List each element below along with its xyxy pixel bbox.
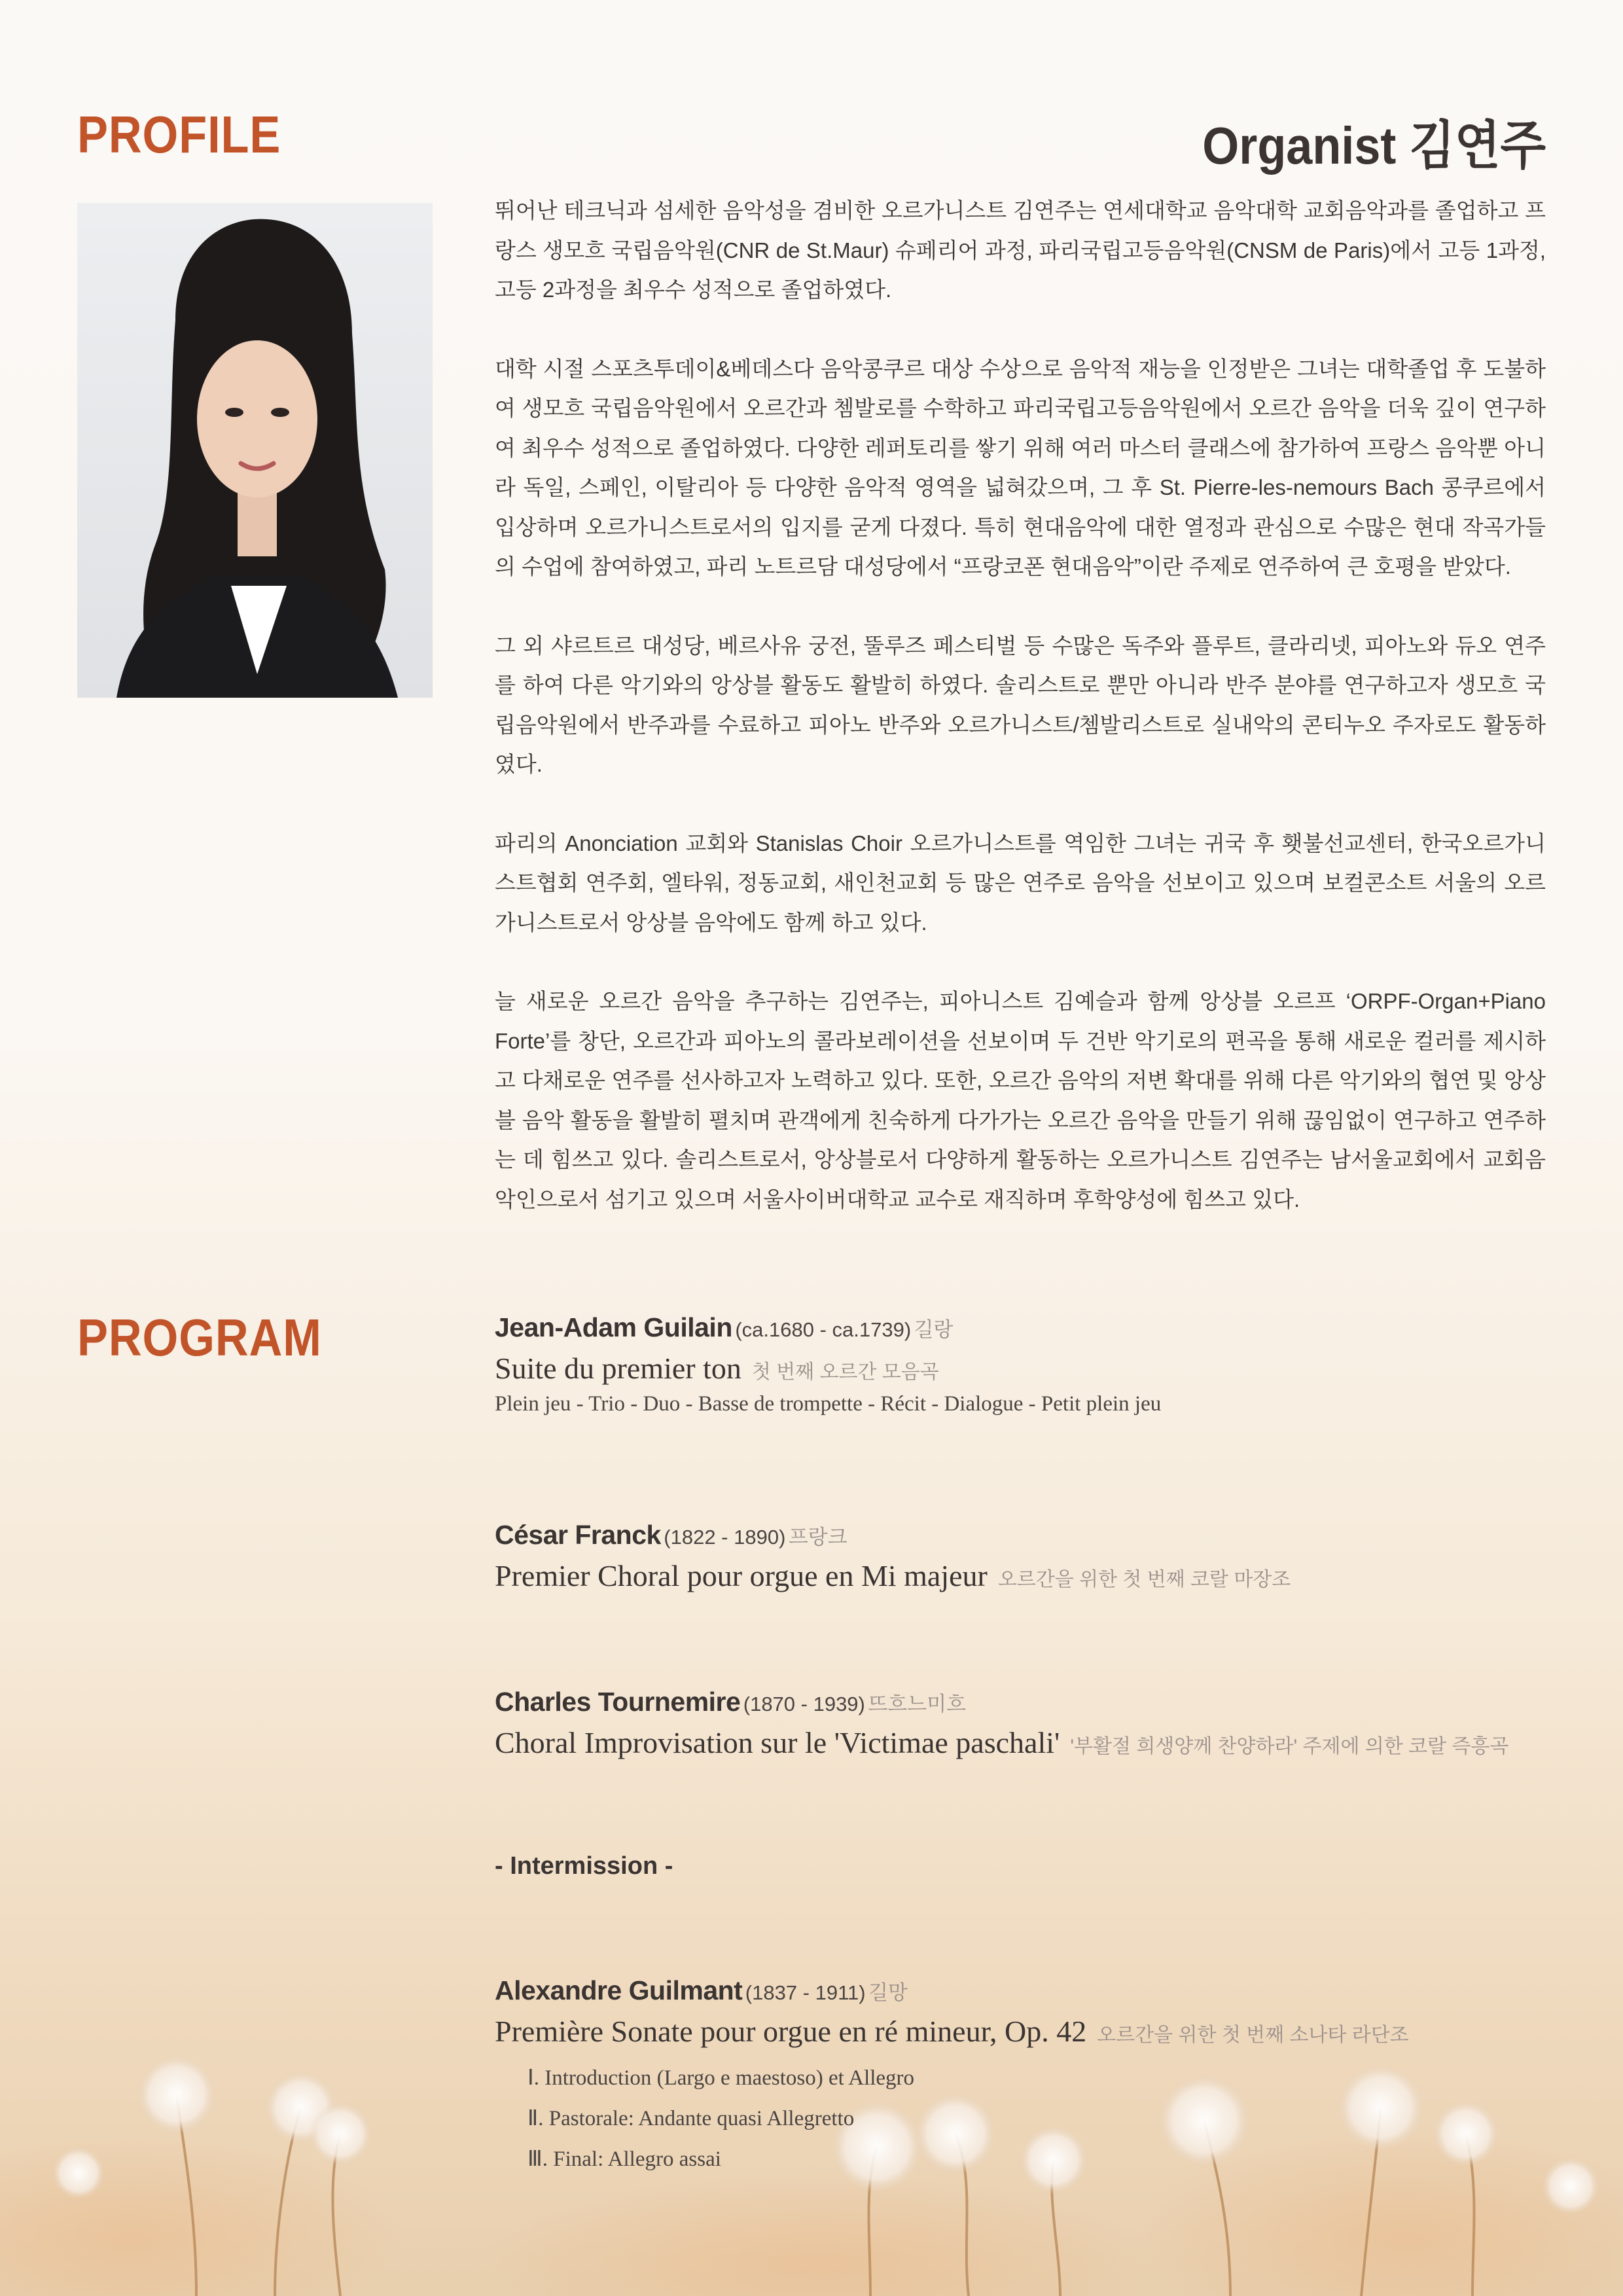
composer-dates: (1870 - 1939) — [743, 1693, 865, 1715]
work-title: Suite du premier ton — [495, 1352, 741, 1385]
work-korean-title: 오르간을 위한 첫 번째 코랄 마장조 — [997, 1569, 1291, 1590]
program-item — [495, 1520, 1555, 1593]
work-title: Premier Choral pour orgue en Mi majeur — [495, 1559, 988, 1592]
work-korean-title: '부활절 희생양께 찬양하라' 주제에 의한 코랄 즉흥곡 — [1070, 1736, 1509, 1757]
page-title: Organist 김연주 — [1202, 117, 1546, 175]
composer-name: Charles Tournemire — [495, 1687, 741, 1717]
program-item — [495, 1975, 1555, 2179]
profile-heading: PROFILE — [77, 105, 281, 164]
work-korean-title: 오르간을 위한 첫 번째 소나타 라단조 — [1097, 2024, 1409, 2046]
movement-item: Ⅰ. Introduction (Largo e maestoso) et Allegro — [527, 2066, 915, 2090]
composer-dates: (1837 - 1911) — [745, 1981, 866, 2004]
biography — [495, 191, 1546, 1259]
movement-item: Ⅲ. Final: Allegro assai — [527, 2147, 721, 2171]
work-title: Choral Improvisation sur le 'Victimae paschali' — [495, 1726, 1060, 1759]
work-korean-title: 첫 번째 오르간 모음곡 — [751, 1361, 939, 1383]
intermission-label: - Intermission - — [495, 1852, 673, 1880]
program-item — [495, 1687, 1555, 1760]
program-heading: PROGRAM — [77, 1308, 322, 1367]
movement-item: Ⅱ. Pastorale: Andante quasi Allegretto — [527, 2107, 855, 2130]
composer-korean-name: 뜨흐느미흐 — [868, 1693, 967, 1715]
bio-paragraph: 그 외 샤르트르 대성당, 베르사유 궁전, 뚤루즈 페스티벌 등 수많은 독주와 플루트, 클라리넷, 피아노와 듀오 연주를 하여 다른 악기와의 앙상블 활동도 활발히 하였다. 솔리스트로 뿐만 아니라 반주 분야를 연구하고자 생모흐 국립음악원에서 반주과를 수료하고 피아노 반주와 오르가니스트/쳄발리스트로 실내악의 콘티누오 주자로도 활동하였다. — [495, 633, 1546, 776]
composer-name: César Franck — [495, 1520, 661, 1550]
composer-dates: (1822 - 1890) — [664, 1526, 786, 1549]
bio-paragraph: 대학 시절 스포츠투데이&베데스다 음악콩쿠르 대상 수상으로 음악적 재능을 인정받은 그녀는 대학졸업 후 도불하여 생모흐 국립음악원에서 오르간과 쳄발로를 수학하고 파리국립고등음악원에서 오르간 음악을 더욱 깊이 연구하여 최우수 성적으로 졸업하였다. 다양한 레퍼토리를 쌓기 위해 여러 마스터 클래스에 참가하여 프랑스 음악뿐 아니라 독일, 스페인, 이탈리아 등 다양한 음악적 영역을 넓혀갔으며, 그 후 St. Pierre-les-nemours Bach 콩쿠르에서 입상하며 오르가니스트로서의 입지를 굳게 다졌다. 특히 현대음악에 대한 열정과 관심으로 수많은 현대 작곡가들의 수업에 참여하였고, 파리 노트르담 대성당에서 “프랑코폰 현대음악”이란 주제로 연주하여 큰 호평을 받았다. — [495, 356, 1546, 579]
movement-list — [527, 2058, 1555, 2179]
organist-portrait-photo — [77, 203, 433, 698]
composer-name: Alexandre Guilmant — [495, 1975, 743, 2005]
work-title: Première Sonate pour orgue en ré mineur, Op. 42 — [495, 2015, 1087, 2048]
composer-korean-name: 프랑크 — [788, 1526, 847, 1549]
movements-text: Plein jeu - Trio - Duo - Basse de trompette - Récit - Dialogue - Petit plein jeu — [495, 1392, 1162, 1416]
bio-paragraph: 뛰어난 테크닉과 섬세한 음악성을 겸비한 오르가니스트 김연주는 연세대학교 음악대학 교회음악과를 졸업하고 프랑스 생모흐 국립음악원(CNR de St.Maur) 슈페리어 과정, 파리국립고등음악원(CNSM de Paris)에서 고등 1과정, 고등 2과정을 최우수 성적으로 졸업하였다. — [495, 198, 1546, 302]
composer-name: Jean-Adam Guilain — [495, 1312, 732, 1342]
bio-paragraph: 파리의 Anonciation 교회와 Stanislas Choir 오르가니스트를 역임한 그녀는 귀국 후 횃불선교센터, 한국오르가니스트협회 연주회, 엘타워, 정동교회, 새인천교회 등 많은 연주로 음악을 선보이고 있으며 보컬콘소트 서울의 오르가니스트로서 앙상블 음악에도 함께 하고 있다. — [495, 831, 1546, 935]
bio-paragraph: 늘 새로운 오르간 음악을 추구하는 김연주는, 피아니스트 김예슬과 함께 앙상블 오르프 ‘ORPF-Organ+Piano Forte’를 창단, 오르간과 피아노의 콜라보레이션을 선보이며 두 건반 악기로의 편곡을 통해 새로운 컬러를 제시하고 다채로운 연주를 선사하고자 노력하고 있다. 또한, 오르간 음악의 저변 확대를 위해 다른 악기와의 협연 및 앙상블 음악 활동을 활발히 펼치며 관객에게 친숙하게 다가가는 오르간 음악을 만들기 위해 끊임없이 연구하고 연주하는 데 힘쓰고 있다. 솔리스트로서, 앙상블로서 다양하게 활동하는 오르가니스트 김연주는 남서울교회에서 교회음악인으로서 섬기고 있으며 서울사이버대학교 교수로 재직하며 후학양성에 힘쓰고 있다. — [495, 989, 1546, 1211]
composer-korean-name: 길랑 — [914, 1318, 954, 1341]
program-item — [495, 1312, 1555, 1416]
composer-dates: (ca.1680 - ca.1739) — [735, 1318, 912, 1341]
composer-korean-name: 길망 — [868, 1981, 908, 2004]
